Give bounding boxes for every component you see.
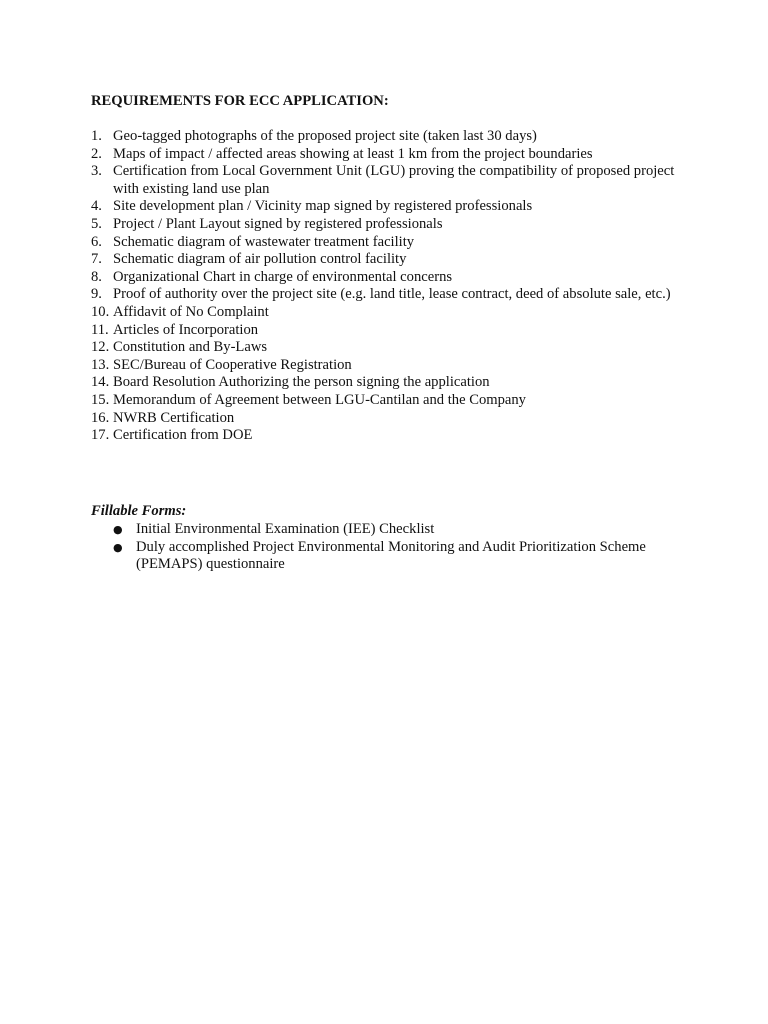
item-text: Affidavit of No Complaint — [113, 303, 269, 320]
list-item — [91, 357, 691, 375]
item-text: Constitution and By-Laws — [113, 339, 268, 356]
item-number: 15. — [91, 391, 110, 408]
item-number: 16. — [91, 409, 110, 426]
item-text: Articles of Incorporation — [113, 321, 259, 338]
item-number: 17. — [91, 427, 110, 444]
requirements-list — [91, 128, 691, 445]
list-item — [113, 521, 693, 539]
item-text: Certification from Local Government Unit (LGU) proving the compatibility of proposed project with existing land use plan — [113, 163, 675, 197]
item-number: 9. — [91, 286, 102, 303]
list-item — [91, 163, 691, 198]
item-text: NWRB Certification — [113, 409, 235, 426]
item-text: Proof of authority over the project site (e.g. land title, lease contract, deed of absolute sale, etc.) — [113, 286, 671, 303]
list-item — [91, 146, 691, 164]
item-number: 5. — [91, 215, 102, 232]
item-text: Site development plan / Vicinity map signed by registered professionals — [113, 198, 533, 215]
item-text: SEC/Bureau of Cooperative Registration — [113, 356, 352, 373]
item-number: 10. — [91, 303, 110, 320]
item-number: 7. — [91, 251, 102, 268]
list-item — [91, 234, 691, 252]
item-number: 8. — [91, 268, 102, 285]
item-number: 12. — [91, 339, 110, 356]
fillable-forms-list — [113, 521, 693, 574]
list-item — [91, 322, 691, 340]
list-item — [91, 392, 691, 410]
item-text: Geo-tagged photographs of the proposed project site (taken last 30 days) — [113, 128, 537, 144]
bullet-icon: ● — [113, 523, 123, 536]
item-number: 1. — [91, 128, 102, 144]
item-text: Certification from DOE — [113, 427, 253, 444]
item-text: Organizational Chart in charge of environmental concerns — [113, 268, 453, 285]
fillable-forms-title: Fillable Forms: — [91, 503, 187, 519]
item-text: Board Resolution Authorizing the person signing the application — [113, 374, 490, 391]
item-text: Schematic diagram of air pollution control facility — [113, 251, 407, 268]
list-item — [91, 286, 691, 304]
list-item — [91, 216, 691, 234]
list-item — [91, 251, 691, 269]
item-text: Project / Plant Layout signed by registered professionals — [113, 215, 443, 232]
item-text: Duly accomplished Project Environmental Monitoring and Audit Prioritization Scheme (PEMAPS) questionnaire — [136, 538, 646, 573]
item-number: 11. — [91, 321, 109, 338]
list-item — [91, 304, 691, 322]
list-item — [91, 410, 691, 428]
item-number: 14. — [91, 374, 110, 391]
list-item — [91, 427, 691, 445]
list-item — [91, 128, 691, 146]
item-text: Maps of impact / affected areas showing at least 1 km from the project boundaries — [113, 145, 593, 162]
item-number: 6. — [91, 233, 102, 250]
item-text: Memorandum of Agreement between LGU-Cantilan and the Company — [113, 391, 526, 408]
list-item — [113, 539, 693, 574]
item-number: 2. — [91, 145, 102, 162]
list-item — [91, 198, 691, 216]
bullet-icon: ● — [113, 540, 123, 554]
document-heading: REQUIREMENTS FOR ECC APPLICATION: — [91, 93, 389, 109]
item-number: 4. — [91, 198, 102, 215]
list-item — [91, 269, 691, 287]
item-number: 13. — [91, 356, 110, 373]
item-text: Initial Environmental Examination (IEE) Checklist — [136, 521, 435, 537]
item-number: 3. — [91, 163, 102, 180]
list-item — [91, 374, 691, 392]
list-item — [91, 339, 691, 357]
item-text: Schematic diagram of wastewater treatment facility — [113, 233, 415, 250]
